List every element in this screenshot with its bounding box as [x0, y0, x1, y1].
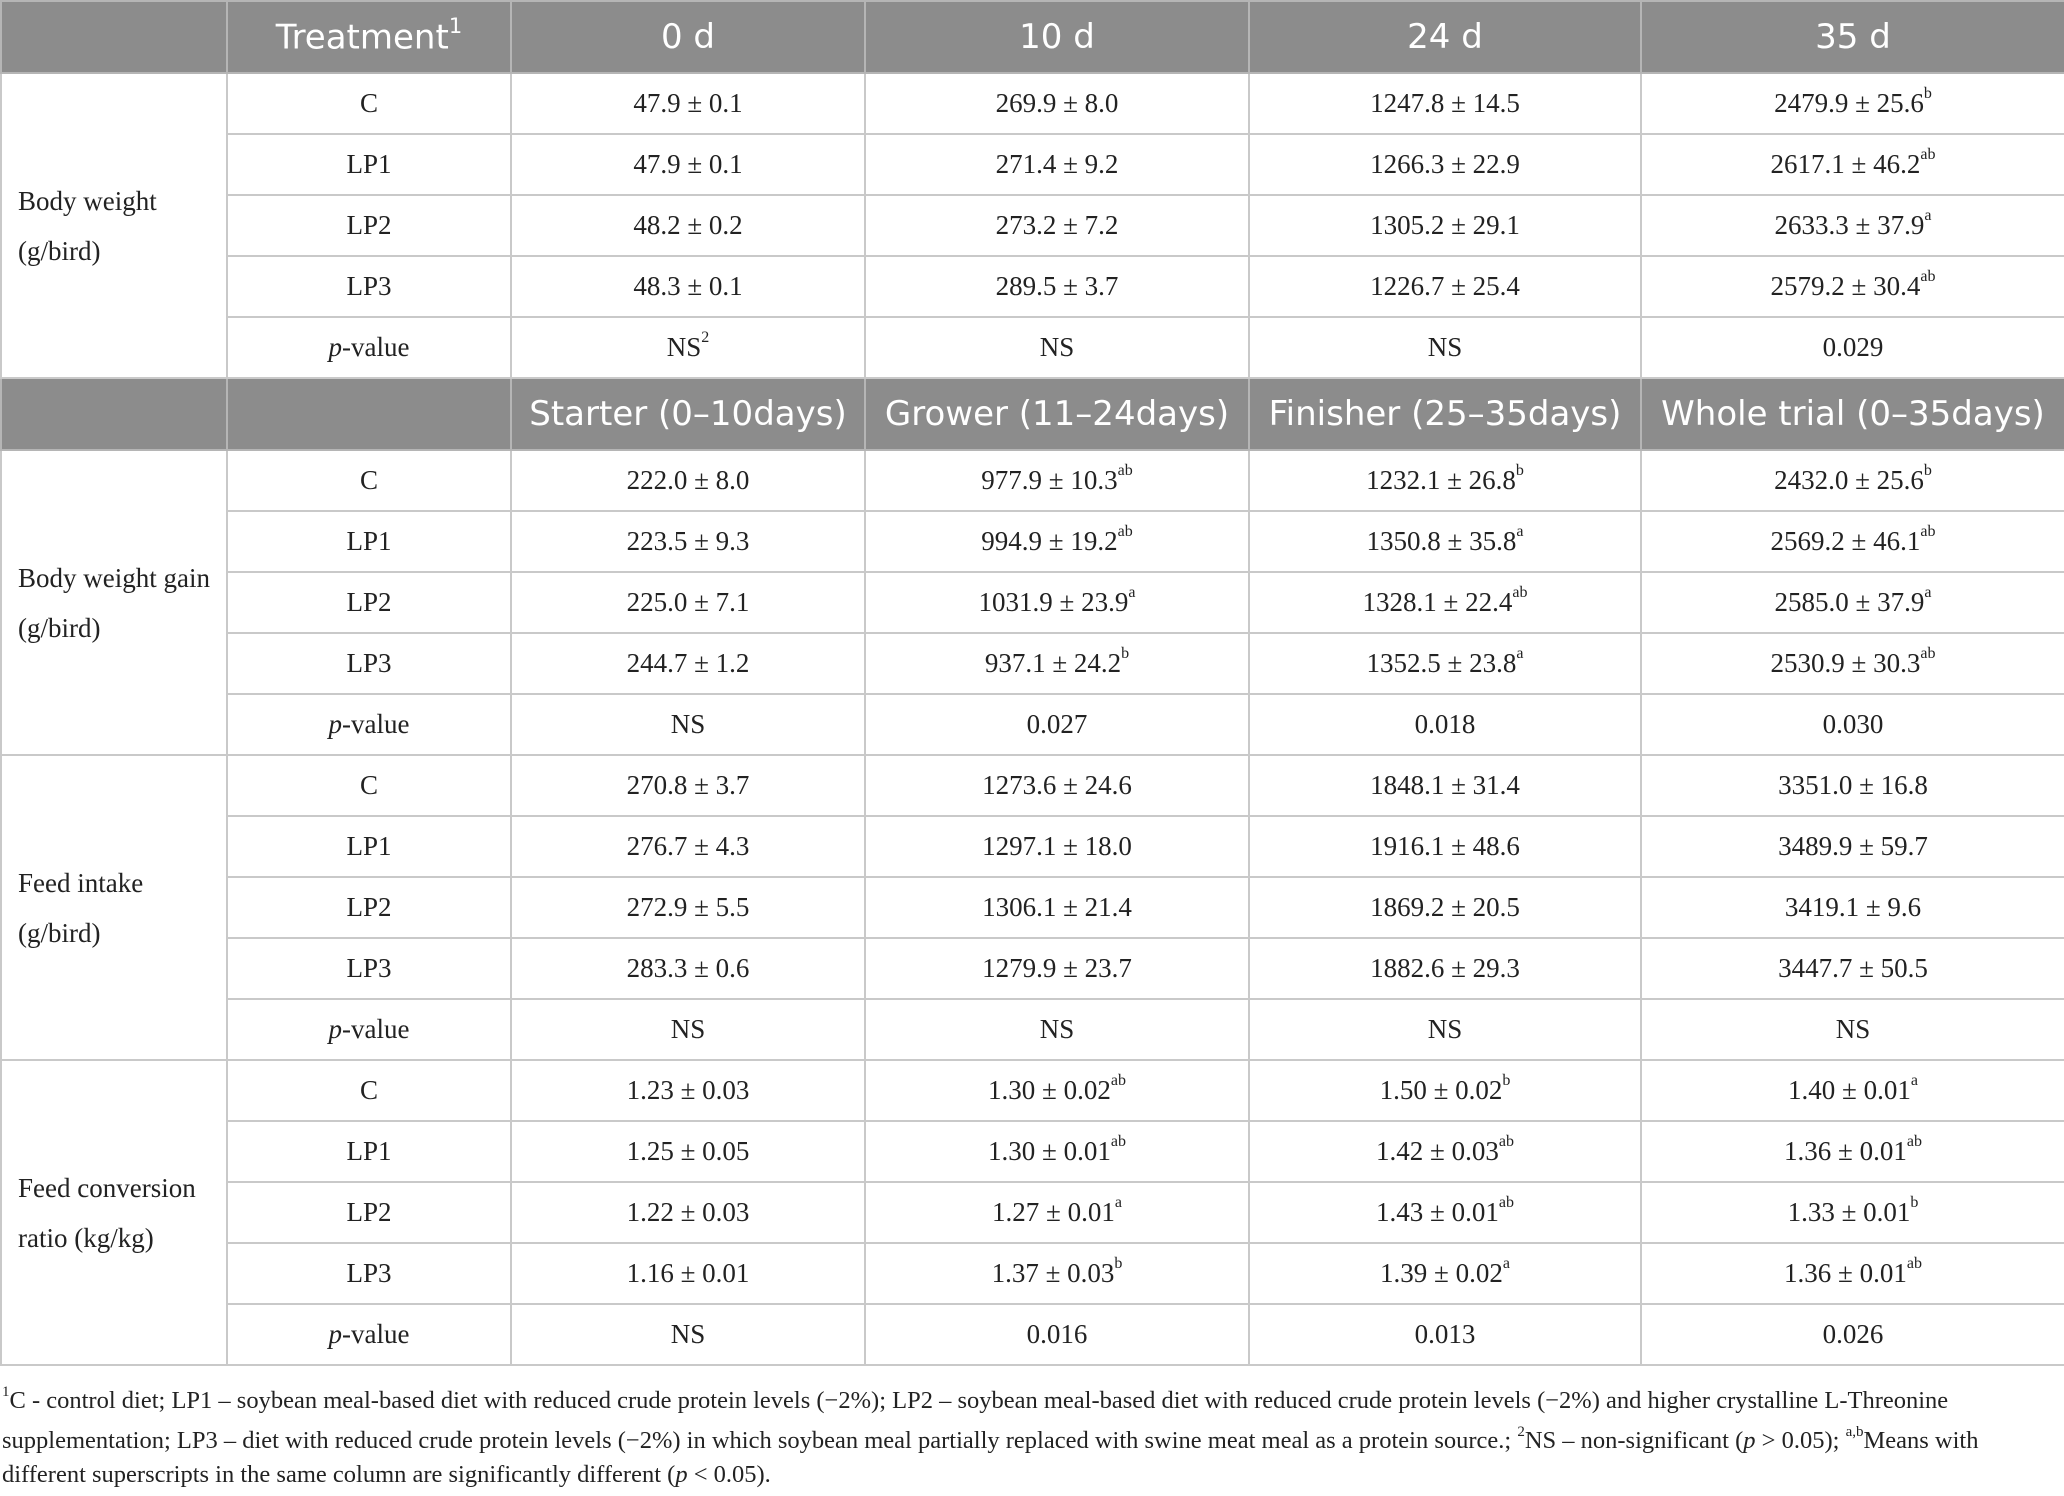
value-text: 2432.0 ± 25.6 [1774, 465, 1924, 495]
p-value-label: p-value [328, 709, 410, 739]
treatment-cell: LP2 [227, 877, 511, 938]
value-superscript: ab [1920, 268, 1936, 285]
value-text: 2530.9 ± 30.3 [1770, 648, 1921, 678]
value-superscript: ab [1906, 1255, 1922, 1272]
value-cell [511, 572, 865, 633]
header-blank [227, 378, 511, 450]
value-text: 271.4 ± 9.2 [995, 149, 1119, 179]
treatment-cell: LP3 [227, 938, 511, 999]
value-cell [511, 633, 865, 694]
value-text: 47.9 ± 0.1 [633, 149, 743, 179]
treatment-cell: LP1 [227, 1121, 511, 1182]
value-text: NS [666, 332, 702, 362]
value-cell [1641, 256, 2064, 317]
value-cell [865, 256, 1249, 317]
value-text: 1350.8 ± 35.8 [1366, 526, 1517, 556]
value-cell [511, 877, 865, 938]
value-cell [1641, 877, 2064, 938]
table-row [1, 1121, 2064, 1182]
value-text: NS [1427, 1014, 1463, 1044]
value-text: 1352.5 ± 23.8 [1366, 648, 1517, 678]
value-cell [1249, 633, 1641, 694]
treatment-cell: C [227, 73, 511, 134]
value-text: 1.33 ± 0.01 [1787, 1197, 1911, 1227]
value-text: 1848.1 ± 31.4 [1370, 770, 1520, 800]
value-superscript: ab [1920, 523, 1936, 540]
table-row [1, 1060, 2064, 1121]
value-cell [865, 317, 1249, 378]
value-cell [1641, 816, 2064, 877]
value-cell [1249, 816, 1641, 877]
value-cell [865, 633, 1249, 694]
treatment-cell: LP2 [227, 572, 511, 633]
value-cell [865, 877, 1249, 938]
table-row [1, 816, 2064, 877]
value-cell [511, 1121, 865, 1182]
table-row [1, 999, 2064, 1060]
value-text: 1305.2 ± 29.1 [1370, 210, 1520, 240]
value-text: 1.23 ± 0.03 [626, 1075, 750, 1105]
value-text: 269.9 ± 8.0 [995, 88, 1119, 118]
value-text: 1.30 ± 0.02 [988, 1075, 1111, 1105]
value-cell [1641, 755, 2064, 816]
value-superscript: ab [1117, 523, 1133, 540]
value-cell [511, 938, 865, 999]
value-text: NS [1835, 1014, 1871, 1044]
value-text: 3419.1 ± 9.6 [1784, 892, 1922, 922]
footnote-italic: p [1743, 1427, 1756, 1455]
value-text: 994.9 ± 19.2 [981, 526, 1118, 556]
value-text: NS [670, 709, 706, 739]
treatment-cell: LP1 [227, 511, 511, 572]
value-superscript: b [1114, 1255, 1123, 1272]
footnote-marker: a,b [1845, 1424, 1864, 1441]
value-superscript: a [1924, 207, 1932, 224]
value-text: 276.7 ± 4.3 [626, 831, 750, 861]
group-label: Body weight gain (g/bird) [1, 450, 227, 755]
value-text: 1.36 ± 0.01 [1784, 1136, 1907, 1166]
table-row [1, 1182, 2064, 1243]
footnote-text: NS – non-significant ( [1524, 1427, 1744, 1455]
value-superscript: a [1128, 584, 1136, 601]
value-cell [1249, 134, 1641, 195]
table-row [1, 572, 2064, 633]
footnote-marker: 2 [1517, 1424, 1525, 1441]
value-cell [1249, 1182, 1641, 1243]
value-superscript: ab [1906, 1133, 1922, 1150]
value-cell [1249, 195, 1641, 256]
value-superscript: a [1114, 1194, 1122, 1211]
value-cell [865, 572, 1249, 633]
table-row [1, 195, 2064, 256]
value-text: 1.22 ± 0.03 [626, 1197, 750, 1227]
value-cell [1641, 633, 2064, 694]
header-day-2: 24 d [1249, 1, 1641, 73]
value-cell [1641, 1121, 2064, 1182]
footnote-text: < 0.05). [687, 1461, 771, 1489]
value-superscript: b [1923, 85, 1932, 102]
value-superscript: ab [1920, 146, 1936, 163]
header-row-days [1, 1, 2064, 73]
value-cell [1249, 1304, 1641, 1365]
group-label: Body weight (g/bird) [1, 73, 227, 378]
value-cell [511, 816, 865, 877]
value-cell [865, 755, 1249, 816]
treatment-cell: C [227, 450, 511, 511]
treatment-cell: LP1 [227, 134, 511, 195]
value-text: 273.2 ± 7.2 [995, 210, 1119, 240]
value-superscript: a [1924, 584, 1932, 601]
value-text: NS [1039, 332, 1075, 362]
value-cell [1641, 73, 2064, 134]
treatment-cell: LP3 [227, 1243, 511, 1304]
treatment-cell [227, 317, 511, 378]
header-treatment [227, 1, 511, 73]
value-cell [865, 694, 1249, 755]
p-value-label: p-value [328, 1014, 410, 1044]
value-cell [1641, 134, 2064, 195]
value-cell [865, 73, 1249, 134]
table-row [1, 877, 2064, 938]
footnote-text: C - control diet; LP1 – soybean meal-based diet with reduced crude protein levels (−2%); LP2 – soybean meal-based diet with reduced crude protein levels (−2%) and higher crystalline L-Threonine supplementation; LP3 – diet with reduced crude protein levels (−2%) in which soybean meal partially replaced with swine meat meal as a protein source.; [2, 1387, 1949, 1455]
value-text: 3447.7 ± 50.5 [1778, 953, 1928, 983]
value-text: 1226.7 ± 25.4 [1370, 271, 1520, 301]
table-row [1, 134, 2064, 195]
value-cell [1249, 572, 1641, 633]
value-text: NS [670, 1014, 706, 1044]
value-text: 0.016 [1026, 1319, 1088, 1349]
value-text: 2585.0 ± 37.9 [1774, 587, 1925, 617]
value-cell [511, 1182, 865, 1243]
group-label: Feed conversion ratio (kg/kg) [1, 1060, 227, 1365]
value-cell [1641, 694, 2064, 755]
value-cell [1641, 1243, 2064, 1304]
value-cell [511, 755, 865, 816]
value-cell [1249, 73, 1641, 134]
value-superscript: ab [1498, 1194, 1514, 1211]
value-superscript: ab [1110, 1133, 1126, 1150]
value-cell [1249, 877, 1641, 938]
treatment-cell: LP3 [227, 256, 511, 317]
value-cell [511, 999, 865, 1060]
value-text: NS [1039, 1014, 1075, 1044]
value-cell [865, 816, 1249, 877]
table-row [1, 511, 2064, 572]
value-cell [1641, 1060, 2064, 1121]
value-cell [511, 73, 865, 134]
value-text: 3351.0 ± 16.8 [1778, 770, 1928, 800]
footnote-italic: p [675, 1461, 688, 1489]
value-superscript: a [1516, 523, 1524, 540]
value-text: 1247.8 ± 14.5 [1370, 88, 1520, 118]
value-text: 0.026 [1822, 1319, 1884, 1349]
value-cell [1641, 511, 2064, 572]
value-cell [1249, 1121, 1641, 1182]
value-text: 3489.9 ± 59.7 [1778, 831, 1928, 861]
value-text: 937.1 ± 24.2 [984, 648, 1122, 678]
value-cell [1249, 450, 1641, 511]
table-row [1, 1304, 2064, 1365]
value-superscript: b [1515, 462, 1524, 479]
table-row [1, 633, 2064, 694]
value-text: 1916.1 ± 48.6 [1370, 831, 1520, 861]
header-period-3: Whole trial (0–35days) [1641, 378, 2064, 450]
group-label: Feed intake (g/bird) [1, 755, 227, 1060]
value-superscript: b [1502, 1072, 1511, 1089]
table-row [1, 256, 2064, 317]
value-text: 0.029 [1822, 332, 1884, 362]
value-text: 0.030 [1822, 709, 1884, 739]
value-text: 2633.3 ± 37.9 [1774, 210, 1925, 240]
value-text: 48.2 ± 0.2 [633, 210, 743, 240]
value-text: 1328.1 ± 22.4 [1362, 587, 1513, 617]
value-text: 48.3 ± 0.1 [633, 271, 743, 301]
table-footnote [2, 1378, 2052, 1492]
value-cell [865, 1243, 1249, 1304]
value-superscript: a [1516, 645, 1524, 662]
value-superscript: ab [1110, 1072, 1126, 1089]
value-cell [1249, 256, 1641, 317]
p-value-label: p-value [328, 1319, 410, 1349]
value-text: 1279.9 ± 23.7 [982, 953, 1132, 983]
value-superscript: a [1910, 1072, 1918, 1089]
value-cell [1249, 694, 1641, 755]
value-text: 1266.3 ± 22.9 [1370, 149, 1520, 179]
value-cell [1641, 938, 2064, 999]
value-superscript: b [1121, 645, 1130, 662]
table-row [1, 73, 2064, 134]
header-row-periods [1, 378, 2064, 450]
value-cell [865, 999, 1249, 1060]
value-cell [1641, 317, 2064, 378]
value-text: 1882.6 ± 29.3 [1370, 953, 1520, 983]
value-text: 289.5 ± 3.7 [995, 271, 1119, 301]
value-cell [1249, 511, 1641, 572]
value-cell [1249, 1243, 1641, 1304]
value-cell [511, 1304, 865, 1365]
value-cell [865, 134, 1249, 195]
value-cell [865, 1060, 1249, 1121]
value-cell [1641, 999, 2064, 1060]
value-superscript: ab [1117, 462, 1133, 479]
value-text: 222.0 ± 8.0 [626, 465, 750, 495]
treatment-cell: LP2 [227, 1182, 511, 1243]
value-cell [865, 511, 1249, 572]
treatment-cell: LP1 [227, 816, 511, 877]
value-text: 1.40 ± 0.01 [1788, 1075, 1911, 1105]
table-row [1, 755, 2064, 816]
treatment-cell: LP2 [227, 195, 511, 256]
value-cell [865, 195, 1249, 256]
value-superscript: 2 [701, 329, 710, 346]
value-text: 0.018 [1414, 709, 1476, 739]
value-text: 1.39 ± 0.02 [1380, 1258, 1503, 1288]
value-text: 977.9 ± 10.3 [981, 465, 1118, 495]
value-superscript: b [1910, 1194, 1919, 1211]
treatment-cell [227, 1304, 511, 1365]
treatment-cell: LP3 [227, 633, 511, 694]
value-cell [1249, 1060, 1641, 1121]
value-cell [865, 938, 1249, 999]
value-cell [1249, 938, 1641, 999]
value-cell [511, 1243, 865, 1304]
treatment-cell [227, 999, 511, 1060]
value-cell [511, 195, 865, 256]
value-text: 0.027 [1026, 709, 1088, 739]
table-row [1, 1243, 2064, 1304]
value-superscript: a [1502, 1255, 1510, 1272]
value-text: 1232.1 ± 26.8 [1366, 465, 1516, 495]
value-cell [1249, 999, 1641, 1060]
value-cell [511, 1060, 865, 1121]
treatment-cell [227, 694, 511, 755]
value-cell [511, 256, 865, 317]
value-text: 225.0 ± 7.1 [626, 587, 750, 617]
value-text: 1.42 ± 0.03 [1376, 1136, 1499, 1166]
value-text: 272.9 ± 5.5 [626, 892, 750, 922]
value-cell [1641, 1182, 2064, 1243]
value-cell [1641, 572, 2064, 633]
value-text: NS [1427, 332, 1463, 362]
value-text: 223.5 ± 9.3 [626, 526, 750, 556]
header-day-3: 35 d [1641, 1, 2064, 73]
value-text: 1.25 ± 0.05 [626, 1136, 750, 1166]
header-period-2: Finisher (25–35days) [1249, 378, 1641, 450]
value-cell [511, 694, 865, 755]
value-text: 2579.2 ± 30.4 [1770, 271, 1921, 301]
value-cell [511, 450, 865, 511]
header-period-0: Starter (0–10days) [511, 378, 865, 450]
value-text: 1.27 ± 0.01 [992, 1197, 1115, 1227]
value-superscript: ab [1512, 584, 1528, 601]
table-row [1, 317, 2064, 378]
value-text: 1.36 ± 0.01 [1784, 1258, 1907, 1288]
value-superscript: ab [1920, 645, 1936, 662]
value-cell [1249, 755, 1641, 816]
value-superscript: b [1923, 462, 1932, 479]
value-text: 244.7 ± 1.2 [626, 648, 750, 678]
value-superscript: ab [1498, 1133, 1514, 1150]
value-text: 47.9 ± 0.1 [633, 88, 743, 118]
value-cell [865, 1182, 1249, 1243]
value-text: 270.8 ± 3.7 [626, 770, 750, 800]
value-cell [511, 511, 865, 572]
treatment-cell: C [227, 1060, 511, 1121]
p-value-label: p-value [328, 332, 410, 362]
table-row [1, 694, 2064, 755]
value-text: 1031.9 ± 23.9 [978, 587, 1129, 617]
value-cell [865, 1304, 1249, 1365]
table-row [1, 450, 2064, 511]
footnote-marker: 1 [2, 1384, 10, 1400]
footnote-text: Means with different superscripts in the same column are significantly different ( [2, 1427, 1979, 1489]
value-text: 1306.1 ± 21.4 [982, 892, 1132, 922]
value-text: 1.37 ± 0.03 [991, 1258, 1115, 1288]
header-day-0: 0 d [511, 1, 865, 73]
header-blank [1, 1, 227, 73]
value-cell [1249, 317, 1641, 378]
value-cell [865, 450, 1249, 511]
value-text: 2569.2 ± 46.1 [1770, 526, 1921, 556]
value-text: 1.30 ± 0.01 [988, 1136, 1111, 1166]
value-cell [1641, 450, 2064, 511]
value-cell [511, 317, 865, 378]
header-blank [1, 378, 227, 450]
value-cell [1641, 1304, 2064, 1365]
value-cell [511, 134, 865, 195]
value-text: 1.43 ± 0.01 [1376, 1197, 1499, 1227]
value-text: 2479.9 ± 25.6 [1774, 88, 1924, 118]
header-treatment-sup: 1 [448, 13, 463, 38]
table-row [1, 938, 2064, 999]
treatment-cell: C [227, 755, 511, 816]
value-text: 2617.1 ± 46.2 [1770, 149, 1921, 179]
value-cell [1641, 195, 2064, 256]
value-text: 1297.1 ± 18.0 [982, 831, 1132, 861]
value-text: 1869.2 ± 20.5 [1370, 892, 1520, 922]
value-text: 1273.6 ± 24.6 [982, 770, 1132, 800]
value-text: 1.50 ± 0.02 [1379, 1075, 1503, 1105]
value-text: 283.3 ± 0.6 [626, 953, 750, 983]
footnote-text: > 0.05); [1755, 1427, 1846, 1455]
value-text: NS [670, 1319, 706, 1349]
value-text: 0.013 [1414, 1319, 1476, 1349]
value-text: 1.16 ± 0.01 [626, 1258, 750, 1288]
header-day-1: 10 d [865, 1, 1249, 73]
header-period-1: Grower (11–24days) [865, 378, 1249, 450]
value-cell [865, 1121, 1249, 1182]
header-treatment-label: Treatment [275, 17, 449, 58]
